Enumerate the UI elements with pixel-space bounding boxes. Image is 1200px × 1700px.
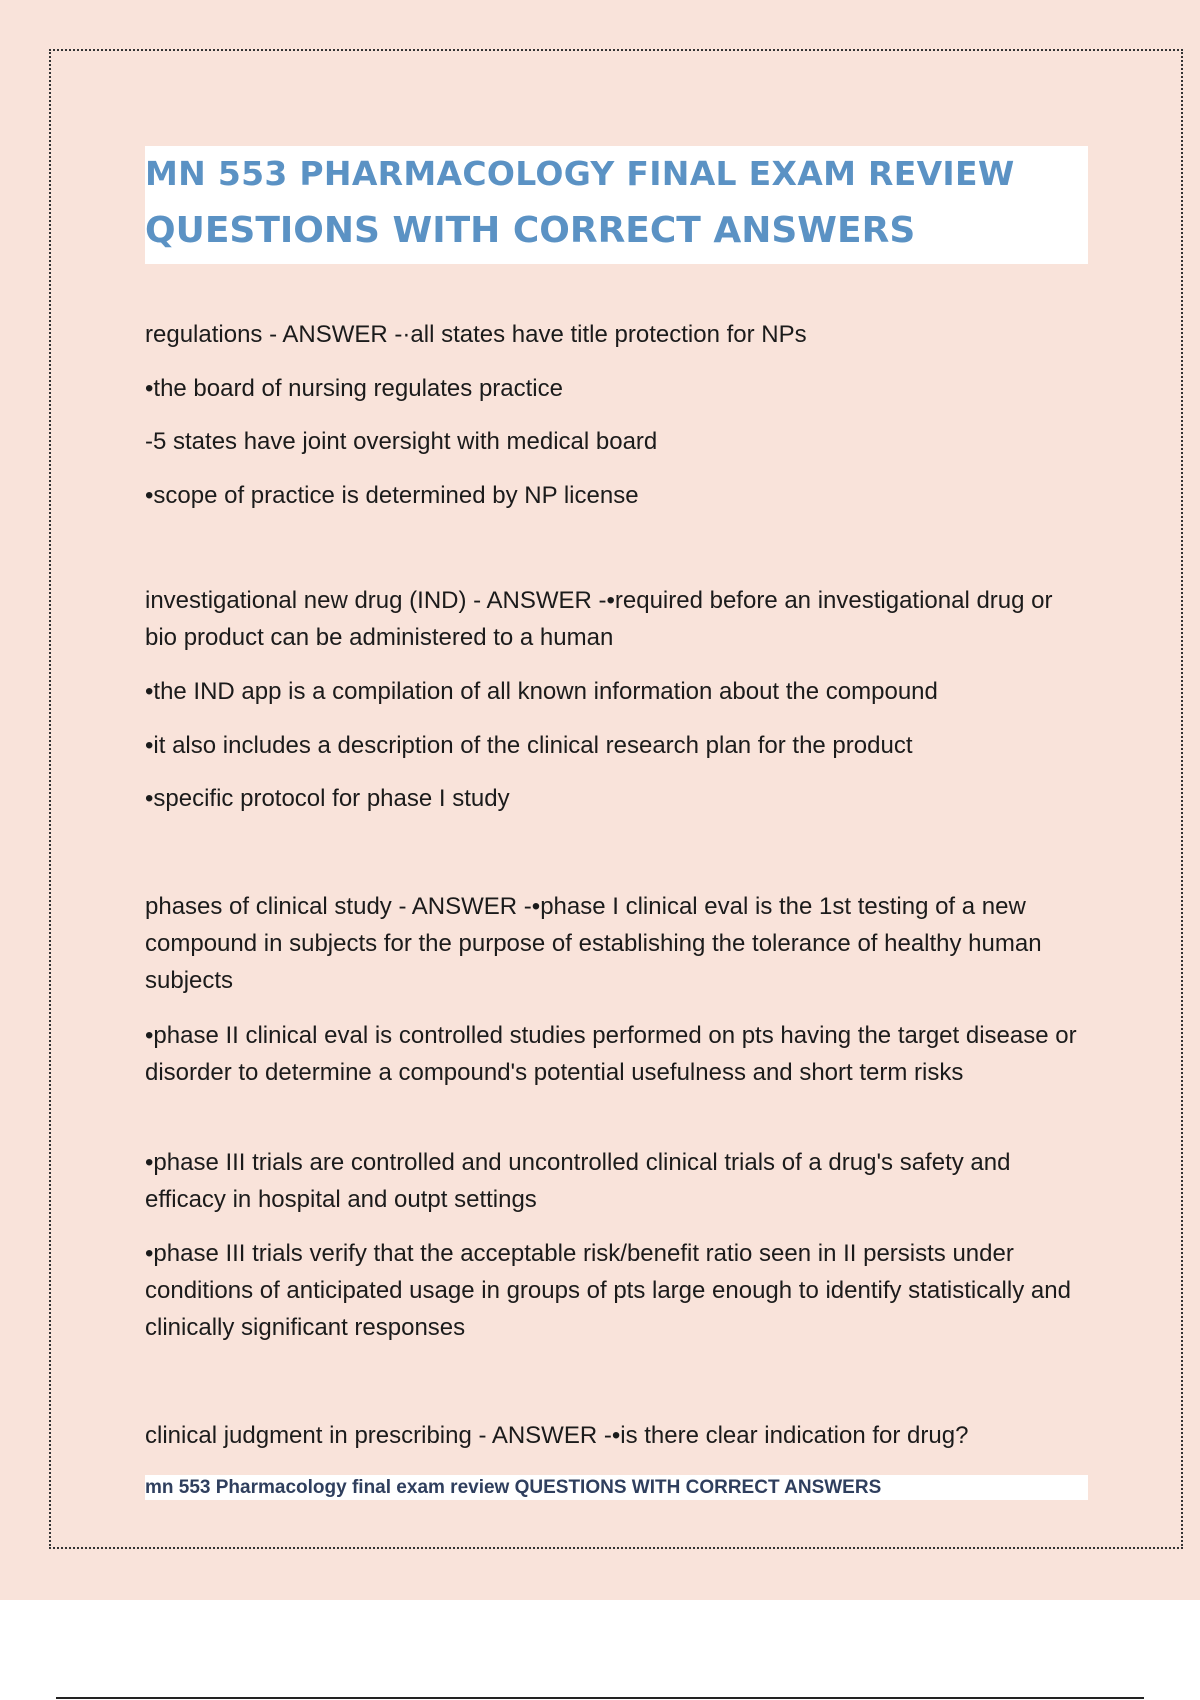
paragraph-ind: investigational new drug (IND) - ANSWER -•required before an investigational drug or bio product can be administered to a human xyxy=(145,587,1060,651)
footer-banner xyxy=(145,1475,1088,1500)
document-title-line-1: MN 553 PHARMACOLOGY FINAL EXAM REVIEW xyxy=(145,154,1015,193)
paragraph-clinical-judgment: clinical judgment in prescribing - ANSWER -•is there clear indication for drug? xyxy=(145,1422,969,1449)
paragraph-regulations: regulations - ANSWER -·all states have title protection for NPs xyxy=(145,321,807,348)
footer-text: mn 553 Pharmacology final exam review QUESTIONS WITH CORRECT ANSWERS xyxy=(145,1477,882,1498)
paragraph: •phase II clinical eval is controlled studies performed on pts having the target disease or disorder to determine a compound's potential usefulness and short term risks xyxy=(145,1022,1084,1086)
document-title-line-2: QUESTIONS WITH CORRECT ANSWERS xyxy=(145,210,916,251)
paragraph: -5 states have joint oversight with medical board xyxy=(145,428,658,455)
paragraph: •the board of nursing regulates practice xyxy=(145,375,563,402)
paragraph: •it also includes a description of the clinical research plan for the product xyxy=(145,732,913,759)
paragraph: •the IND app is a compilation of all known information about the compound xyxy=(145,678,938,705)
paragraph: •scope of practice is determined by NP license xyxy=(145,482,639,509)
bottom-divider xyxy=(56,1697,1144,1699)
title-banner xyxy=(145,146,1088,264)
paragraph-phases: phases of clinical study - ANSWER -•phase I clinical eval is the 1st testing of a new compound in subjects for the purpose of establishing the tolerance of healthy human subjects xyxy=(145,893,1049,994)
paragraph: •phase III trials verify that the acceptable risk/benefit ratio seen in II persists under conditions of anticipated usage in groups of pts large enough to identify statistically and clinically significant responses xyxy=(145,1240,1078,1341)
paragraph: •phase III trials are controlled and uncontrolled clinical trials of a drug's safety and efficacy in hospital and outpt settings xyxy=(145,1149,1018,1213)
paragraph: •specific protocol for phase I study xyxy=(145,785,510,812)
